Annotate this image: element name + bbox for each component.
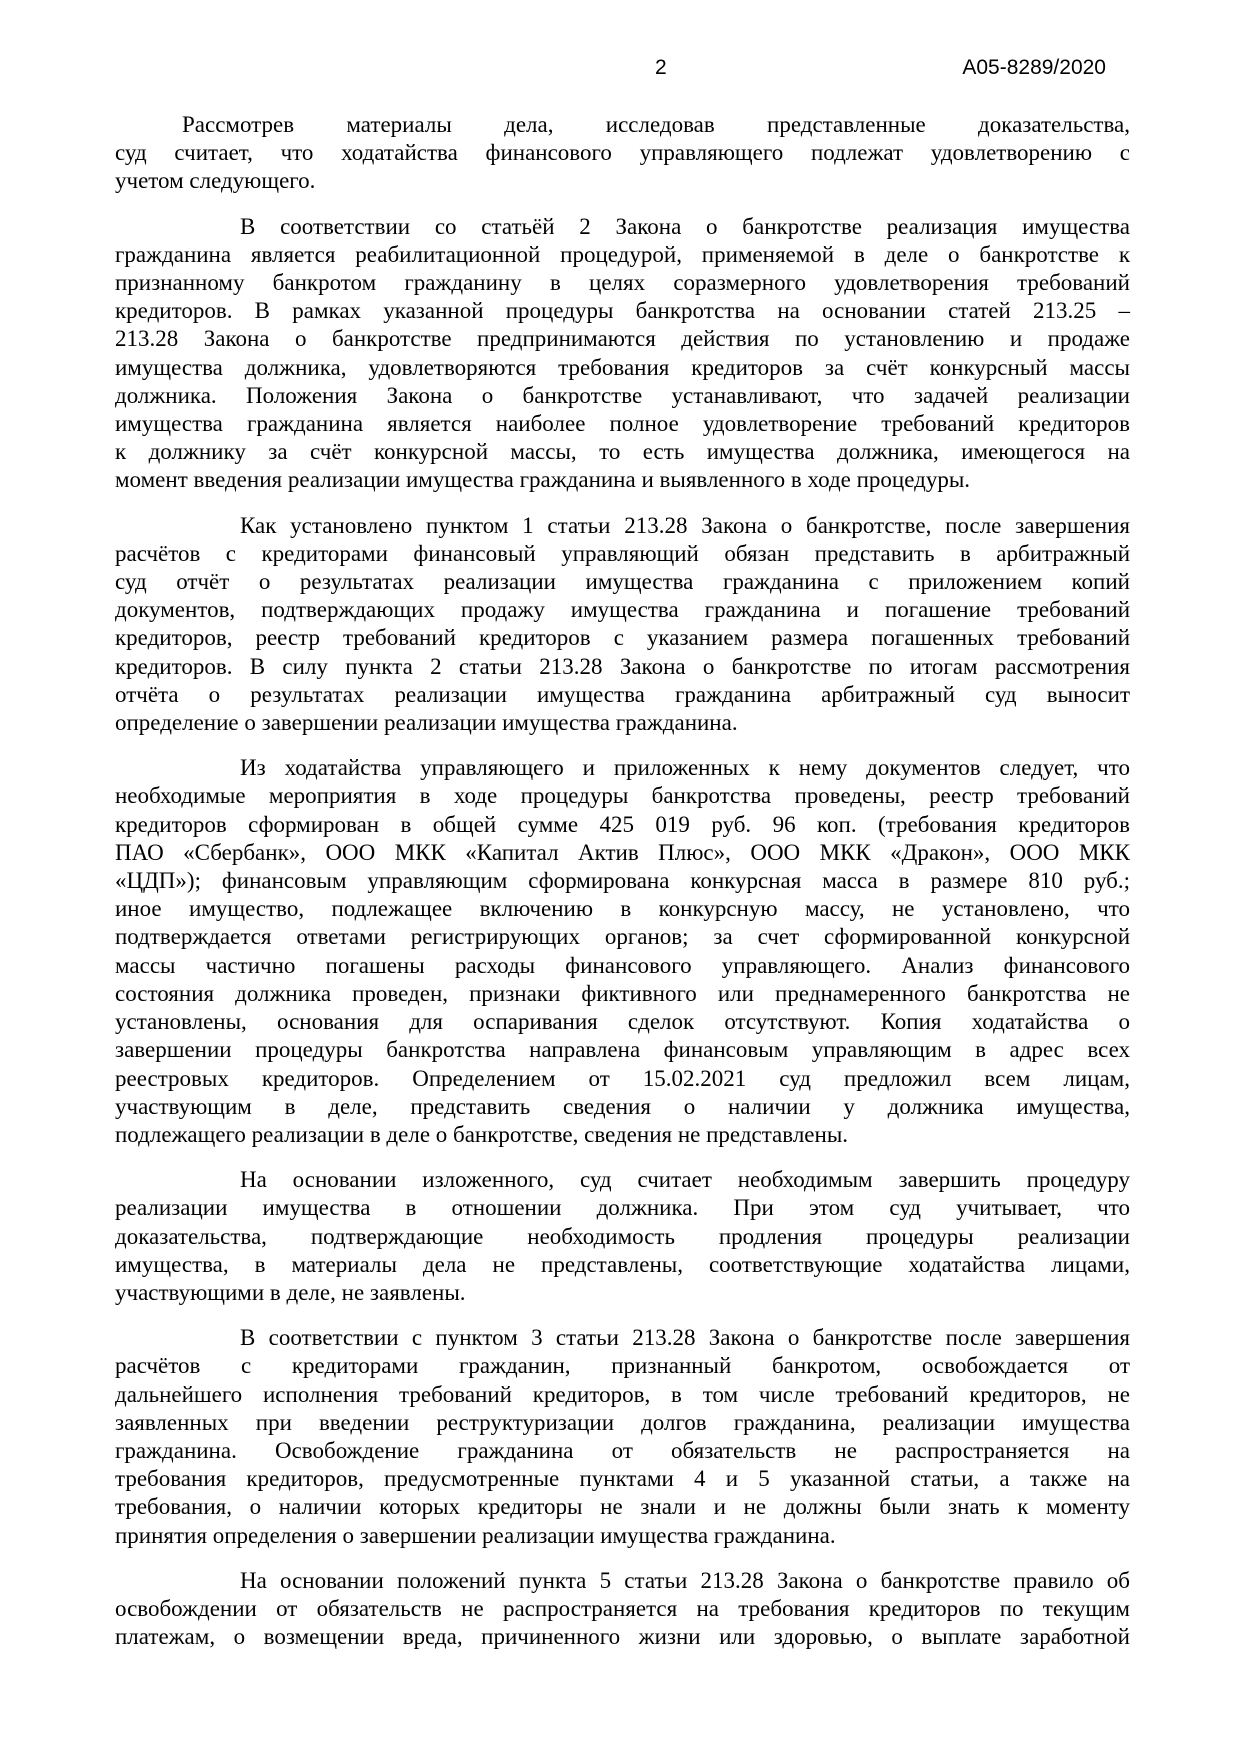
text-line: расчётов с кредиторами гражданин, признанный банкротом, освобождается от xyxy=(115,1353,1130,1379)
text-line: подлежащего реализации в деле о банкротстве, сведения не представлены. xyxy=(115,1121,849,1147)
text-line: требования, о наличии которых кредиторы не знали и не должны были знать к моменту xyxy=(115,1494,1130,1520)
text-line: Как установлено пунктом 1 статьи 213.28 Закона о банкротстве, после завершения xyxy=(240,512,1130,538)
case-number: А05-8289/2020 xyxy=(962,56,1106,79)
text-line: кредиторов, реестр требований кредиторов с указанием размера погашенных требований xyxy=(115,625,1130,651)
text-line: документов, подтверждающих продажу имущества гражданина и погашение требований xyxy=(115,597,1130,623)
text-line: установлены, основания для оспаривания сделок отсутствуют. Копия ходатайства о xyxy=(115,1009,1130,1035)
text-line: гражданина является реабилитационной процедурой, применяемой в деле о банкротстве к xyxy=(115,241,1130,267)
paragraph xyxy=(115,213,1130,495)
page-number: 2 xyxy=(655,56,667,79)
text-line: гражданина. Освобождение гражданина от обязательств не распространяется на xyxy=(115,1437,1130,1463)
text-line: необходимые мероприятия в ходе процедуры банкротства проведены, реестр требований xyxy=(115,783,1130,809)
text-line: освобождении от обязательств не распространяется на требования кредиторов по текущим xyxy=(115,1595,1130,1621)
text-line: массы частично погашены расходы финансового управляющего. Анализ финансового xyxy=(115,952,1130,978)
text-line: ПАО «Сбербанк», ООО МКК «Капитал Актив Плюс», ООО МКК «Дракон», ООО МКК xyxy=(115,839,1130,865)
text-line: иное имущество, подлежащее включению в конкурсную массу, не установлено, что xyxy=(115,896,1130,922)
text-line: определение о завершении реализации имущества гражданина. xyxy=(115,710,738,736)
text-line: должника. Положения Закона о банкротстве устанавливают, что задачей реализации xyxy=(115,382,1130,408)
text-line: реестровых кредиторов. Определением от 15.02.2021 суд предложил всем лицам, xyxy=(115,1065,1130,1091)
text-line: «ЦДП»); финансовым управляющим сформирована конкурсная масса в размере 810 руб.; xyxy=(115,868,1130,894)
text-line: принятия определения о завершении реализации имущества гражданина. xyxy=(115,1522,836,1548)
text-line: кредиторов сформирован в общей сумме 425 019 руб. 96 коп. (требования кредиторов xyxy=(115,811,1130,837)
paragraph xyxy=(115,1166,1130,1307)
text-line: заявленных при введении реструктуризации долгов гражданина, реализации имущества xyxy=(115,1409,1130,1435)
text-line: суд считает, что ходатайства финансового управляющего подлежат удовлетворению с xyxy=(115,140,1130,166)
paragraph xyxy=(115,1567,1130,1652)
text-line: требования кредиторов, предусмотренные пунктами 4 и 5 указанной статьи, а также на xyxy=(115,1466,1130,1492)
text-line: платежам, о возмещении вреда, причиненного жизни или здоровью, о выплате заработной xyxy=(115,1624,1130,1650)
text-line: расчётов с кредиторами финансовый управляющий обязан представить в арбитражный xyxy=(115,540,1130,566)
text-line: 213.28 Закона о банкротстве предпринимаются действия по установлению и продаже xyxy=(115,326,1130,352)
text-line: подтверждается ответами регистрирующих органов; за счет сформированной конкурсной xyxy=(115,924,1130,950)
text-line: На основании изложенного, суд считает необходимым завершить процедуру xyxy=(240,1167,1130,1193)
text-line: к должнику за счёт конкурсной массы, то есть имущества должника, имеющегося на xyxy=(115,439,1130,465)
text-line: состояния должника проведен, признаки фиктивного или преднамеренного банкротства не xyxy=(115,980,1130,1006)
page-header xyxy=(115,55,1130,81)
text-line: дальнейшего исполнения требований кредиторов, в том числе требований кредиторов, не xyxy=(115,1381,1130,1407)
text-line: признанному банкротом гражданину в целях соразмерного удовлетворения требований xyxy=(115,270,1130,296)
text-line: кредиторов. В силу пункта 2 статьи 213.28 Закона о банкротстве по итогам рассмотрения xyxy=(115,653,1130,679)
text-line: реализации имущества в отношении должника. При этом суд учитывает, что xyxy=(115,1195,1130,1221)
text-line: кредиторов. В рамках указанной процедуры банкротства на основании статей 213.25 – xyxy=(115,298,1130,324)
text-line: доказательства, подтверждающие необходимость продления процедуры реализации xyxy=(115,1223,1130,1249)
text-line: учетом следующего. xyxy=(115,168,316,194)
text-line: участвующими в деле, не заявлены. xyxy=(115,1279,466,1305)
text-line: В соответствии с пунктом 3 статьи 213.28 Закона о банкротстве после завершения xyxy=(240,1325,1130,1351)
paragraph xyxy=(115,512,1130,738)
text-line: На основании положений пункта 5 статьи 213.28 Закона о банкротстве правило об xyxy=(240,1567,1130,1593)
paragraph xyxy=(115,754,1130,1149)
paragraph xyxy=(115,1324,1130,1550)
text-line: имущества гражданина является наиболее полное удовлетворение требований кредиторов xyxy=(115,411,1130,437)
text-line: Рассмотрев материалы дела, исследовав представленные доказательства, xyxy=(182,112,1130,137)
text-line: участвующим в деле, представить сведения о наличии у должника имущества, xyxy=(115,1093,1130,1119)
text-line: отчёта о результатах реализации имущества гражданина арбитражный суд выносит xyxy=(115,681,1130,707)
text-line: суд отчёт о результатах реализации имущества гражданина с приложением копий xyxy=(115,569,1130,595)
text-line: имущества, в материалы дела не представлены, соответствующие ходатайства лицами, xyxy=(115,1251,1130,1277)
paragraph xyxy=(115,111,1130,196)
text-line: имущества должника, удовлетворяются требования кредиторов за счёт конкурсный массы xyxy=(115,354,1130,380)
text-line: момент введения реализации имущества гражданина и выявленного в ходе процедуры. xyxy=(115,467,971,493)
text-line: Из ходатайства управляющего и приложенных к нему документов следует, что xyxy=(240,755,1130,781)
text-line: завершении процедуры банкротства направлена финансовым управляющим в адрес всех xyxy=(115,1037,1130,1063)
text-line: В соответствии со статьёй 2 Закона о банкротстве реализация имущества xyxy=(240,213,1130,239)
document-body xyxy=(115,111,1130,1651)
